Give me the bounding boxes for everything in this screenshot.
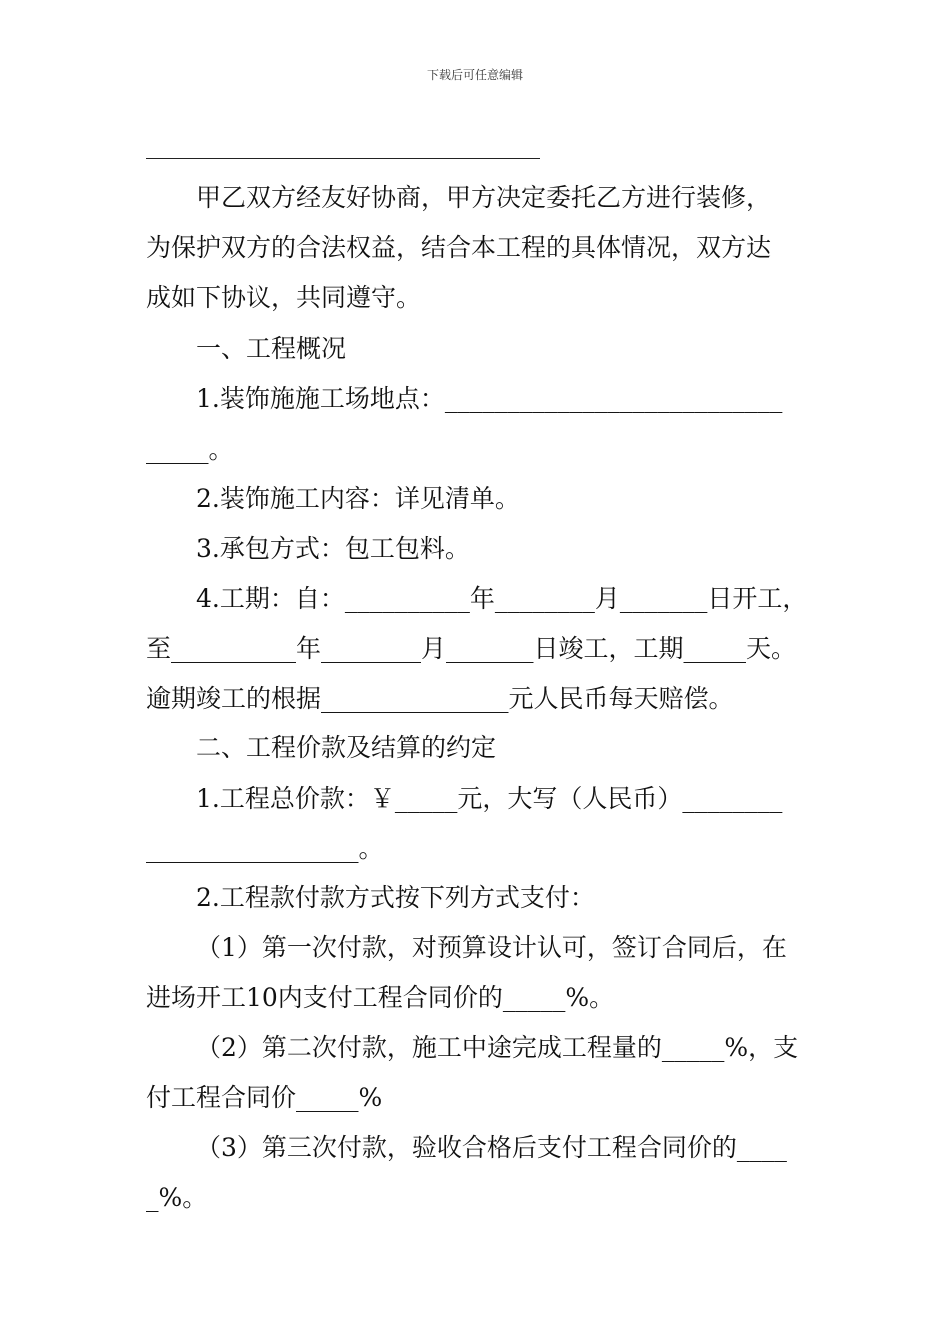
- paragraph-line: （2）第二次付款，施工中途完成工程量的_____%，支: [196, 1033, 799, 1062]
- paragraph-line: _____。: [146, 435, 234, 464]
- paragraph-line: 至__________年________月_______日竣工，工期_____天。: [146, 634, 797, 663]
- paragraph-line: 逾期竣工的根据_______________元人民币每天赔偿。: [146, 684, 734, 713]
- page-header-note: 下载后可任意编辑: [426, 68, 523, 82]
- paragraph-line: 成如下协议，共同遵守。: [146, 283, 422, 312]
- paragraph-line: 2.工程款付款方式按下列方式支付：: [196, 883, 595, 912]
- paragraph-line: 4.工期：自：__________年________月_______日开工，: [196, 584, 808, 613]
- top-rule-line: [146, 158, 540, 159]
- paragraph-line: 1.装饰施施工场地点：___________________________: [196, 384, 783, 413]
- paragraph-line: _%。: [146, 1183, 208, 1212]
- paragraph-line: 甲乙双方经友好协商，甲方决定委托乙方进行装修，: [196, 183, 772, 212]
- section-heading: 一、工程概况: [196, 334, 347, 363]
- paragraph-line: 付工程合同价_____%: [146, 1083, 383, 1112]
- paragraph-line: 1.工程总价款：￥_____元，大写（人民币）________: [196, 784, 783, 813]
- paragraph-line: 2.装饰施工内容：详见清单。: [196, 484, 520, 513]
- paragraph-line: _________________。: [146, 834, 384, 863]
- paragraph-line: 为保护双方的合法权益，结合本工程的具体情况，双方达: [146, 233, 772, 262]
- section-heading: 二、工程价款及结算的约定: [196, 733, 497, 762]
- paragraph-line: 进场开工10内支付工程合同价的_____%。: [146, 983, 615, 1012]
- paragraph-line: （3）第三次付款，验收合格后支付工程合同价的____: [196, 1133, 787, 1162]
- paragraph-line: 3.承包方式：包工包料。: [196, 534, 470, 563]
- paragraph-line: （1）第一次付款，对预算设计认可，签订合同后，在: [196, 933, 787, 962]
